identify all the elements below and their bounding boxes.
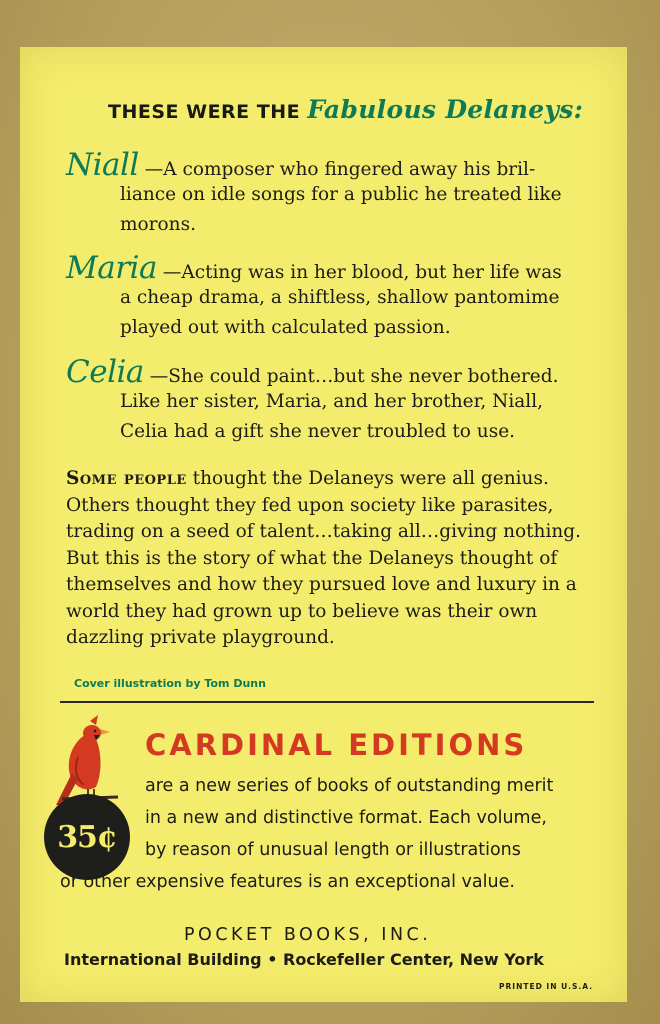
publisher-address: International Building • Rockefeller Center, New York [64, 950, 544, 969]
character-niall [66, 147, 586, 240]
divider [60, 701, 594, 703]
character-desc-first: She could paint…but she never bothered. [168, 366, 559, 387]
character-desc-first: Acting was in her blood, but her life was [181, 262, 562, 283]
price-text: 35¢ [57, 819, 117, 855]
publisher-name: POCKET BOOKS, INC. [184, 925, 432, 945]
headline-title: Fabulous Delaneys: [307, 95, 584, 124]
description-paragraph [66, 466, 596, 652]
blurb-line: or other expensive features is an exceptional value. [60, 872, 515, 892]
character-dash: — [144, 159, 164, 180]
series-blurb [60, 770, 605, 898]
blurb-line: are a new series of books of outstanding merit [145, 776, 554, 796]
character-dash: — [149, 366, 169, 387]
printed-note: PRINTED IN U.S.A. [499, 982, 594, 991]
character-dash: — [162, 262, 182, 283]
blurb-line: in a new and distinctive format. Each volume, [145, 808, 547, 828]
headline [108, 95, 608, 124]
blurb-line: by reason of unusual length or illustrations [145, 840, 521, 860]
character-name: Maria [66, 250, 157, 286]
headline-prefix: THESE WERE THE [108, 101, 301, 123]
character-desc-rest: a cheap drama, a shiftless, shallow pantomime played out with calculated passion. [120, 287, 560, 338]
character-desc-first: A composer who fingered away his bril- [163, 159, 536, 180]
character-celia [66, 354, 586, 447]
description-text: thought the Delaneys were all genius. Others thought they fed upon society like parasites, trading on a seed of talent…taking all…giving nothing. But this is the story of what the Delaneys thought of themselves and how they pursued love and luxury in a world they had grown up to believe was their own dazzling private playground. [66, 468, 582, 648]
series-title: CARDINAL EDITIONS [145, 728, 528, 762]
description-lead: Some people [66, 468, 187, 489]
character-desc-rest: Like her sister, Maria, and her brother, Niall, Celia had a gift she never troubled to use. [120, 391, 544, 442]
character-maria [66, 250, 586, 343]
character-name: Celia [66, 354, 144, 390]
character-desc-rest: liance on idle songs for a public he treated like morons. [120, 184, 562, 235]
illustration-credit: Cover illustration by Tom Dunn [74, 677, 266, 690]
character-name: Niall [66, 147, 139, 183]
